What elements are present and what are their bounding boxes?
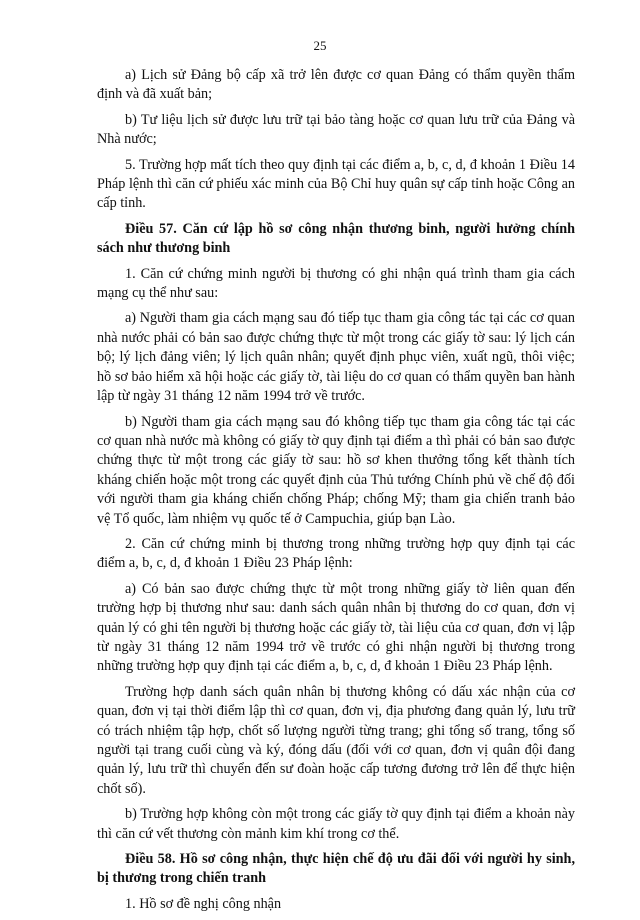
article-heading: Điều 58. Hồ sơ công nhận, thực hiện chế độ ưu đãi đối với người hy sinh, bị thương trong chiến tranh: [97, 851, 575, 887]
paragraph: a) Lịch sử Đảng bộ cấp xã trở lên được cơ quan Đảng có thẩm quyền thẩm định và đã xuất bản;: [97, 67, 575, 103]
page-number: 25: [313, 38, 327, 53]
document-body: [97, 66, 575, 920]
paragraph: 5. Trường hợp mất tích theo quy định tại các điểm a, b, c, d, đ khoản 1 Điều 14 Pháp lệnh thì căn cứ phiếu xác minh của Bộ Chỉ huy quân sự cấp tỉnh hoặc Công an cấp tỉnh.: [97, 156, 575, 212]
paragraph: b) Tư liệu lịch sử được lưu trữ tại bảo tàng hoặc cơ quan lưu trữ của Đảng và Nhà nước;: [97, 111, 575, 148]
paragraph: 1. Hồ sơ đề nghị công nhận: [125, 895, 282, 912]
paragraph: b) Người tham gia cách mạng sau đó không tiếp tục tham gia công tác tại các cơ quan nhà nước mà không có giấy tờ quy định tại điểm a thì phải có bản sao được chứng thực từ một trong các giấy tờ sau: hồ sơ khen thưởng tổng kết thành tích kháng chiến hoặc một trong các quyết định của Thủ tướng Chính phủ về chế độ đối với người tham gia kháng chiến chống Pháp; chống Mỹ; tham gia chiến tranh bảo vệ Tổ quốc, làm nhiệm vụ quốc tế ở Campuchia, giúp bạn Lào.: [97, 413, 575, 527]
paragraph: b) Trường hợp không còn một trong các giấy tờ quy định tại điểm a khoản này thì căn cứ vết thương còn mảnh kim khí trong cơ thể.: [97, 806, 575, 842]
paragraph: a) Có bản sao được chứng thực từ một trong những giấy tờ liên quan đến trường hợp bị thương như sau: danh sách quân nhân bị thương do cơ quan, đơn vị quản lý có ghi tên người bị thương hoặc các giấy tờ, tài liệu của cơ quan, đơn vị lập từ ngày 31 tháng 12 năm 1994 trở về trước có ghi nhận người bị thương trong những trường hợp quy định tại các điểm a, b, c, d, đ khoản 1 Điều 23 Pháp lệnh.: [97, 580, 575, 675]
article-heading: Điều 57. Căn cứ lập hồ sơ công nhận thương binh, người hưởng chính sách như thương binh: [97, 220, 575, 257]
paragraph: a) Người tham gia cách mạng sau đó tiếp tục tham gia công tác tại các cơ quan nhà nước phải có bản sao được chứng thực từ một trong các giấy tờ sau: lý lịch cán bộ; lý lịch đảng viên; lý lịch quân nhân; quyết định phục viên, xuất ngũ, thôi việc; hồ sơ bảo hiểm xã hội hoặc các giấy tờ, tài liệu do cơ quan có thẩm quyền ban hành lập từ ngày 31 tháng 12 năm 1994 trở về trước.: [97, 310, 575, 405]
paragraph: Trường hợp danh sách quân nhân bị thương không có dấu xác nhận của cơ quan, đơn vị tại thời điểm lập thì cơ quan, đơn vị, địa phương đang quản lý, lưu trữ có trách nhiệm tập hợp, chốt số lượng người từng trang; ghi tổng số trang, tổng số người tại trang cuối cùng và ký, đóng dấu (đối với cơ quan, đơn vị quân đội đang quản lý, lưu trữ thì chuyển đến sư đoàn hoặc cấp tương đương trở lên để thực hiện chốt số).: [97, 683, 575, 797]
paragraph: 1. Căn cứ chứng minh người bị thương có ghi nhận quá trình tham gia cách mạng cụ thể như sau:: [97, 265, 575, 302]
paragraph: 2. Căn cứ chứng minh bị thương trong những trường hợp quy định tại các điểm a, b, c, d, đ khoản 1 Điều 23 Pháp lệnh:: [97, 535, 575, 572]
